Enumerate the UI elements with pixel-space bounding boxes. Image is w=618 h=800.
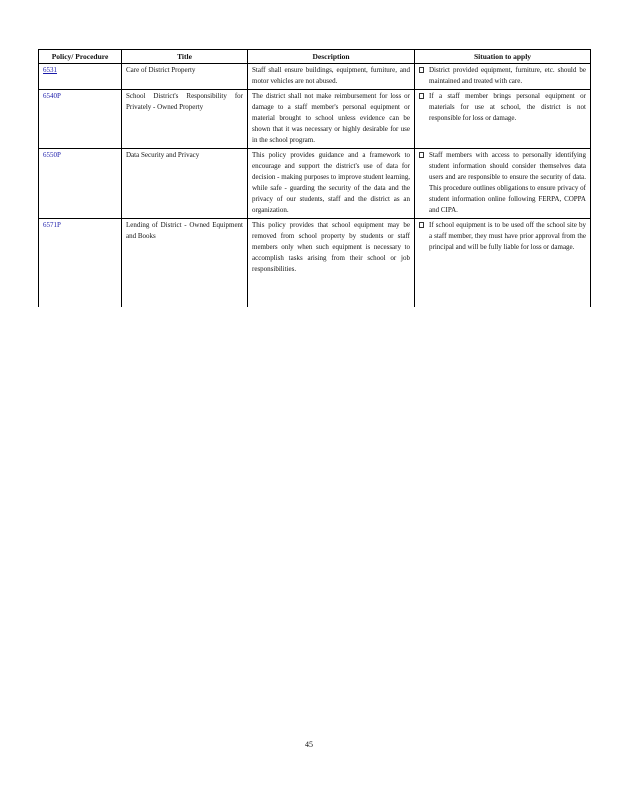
title-cell: [122, 149, 248, 219]
policy-cell: [39, 90, 122, 149]
checkbox-bullet-icon: [419, 93, 424, 99]
policy-cell: [39, 149, 122, 219]
description-cell: [248, 64, 415, 90]
situation-cell: [415, 149, 591, 219]
description-cell: [248, 149, 415, 219]
table-row: [39, 219, 591, 308]
header-description: Description: [248, 50, 415, 64]
situation-text: Staff members with access to personally identifying student information should consider themselves data users and are responsible to ensure the security of data. This procedure outlines obligations to ensure privacy of student information online following FERPA, COPPA and CIPA.: [429, 151, 586, 214]
table-row: [39, 149, 591, 219]
policy-link-6550p[interactable]: 6550P: [43, 151, 61, 159]
title-cell: [122, 90, 248, 149]
situation-text: District provided equipment, furniture, etc. should be maintained and treated with care.: [429, 66, 586, 85]
policy-description: Staff shall ensure buildings, equipment, furniture, and motor vehicles are not abused.: [252, 66, 410, 85]
policy-description: This policy provides that school equipment may be removed from school property by students or staff members only when such equipment is necessary to accomplish tasks arising from their school or job responsibilities.: [252, 221, 410, 273]
checkbox-bullet-icon: [419, 67, 424, 73]
situation-cell: [415, 64, 591, 90]
checkbox-bullet-icon: [419, 222, 424, 228]
policy-title: Data Security and Privacy: [126, 151, 200, 159]
table-header-row: [39, 50, 591, 64]
situation-bullet: [419, 220, 586, 253]
situation-bullet: [419, 65, 586, 87]
policy-link-6571p[interactable]: 6571P: [43, 221, 61, 229]
policy-table: [38, 49, 591, 307]
policy-description: The district shall not make reimbursement for loss or damage to a staff member's personal equipment or material brought to school unless evidence can be shown that it was necessary or highly desirable for use in the school program.: [252, 92, 410, 144]
description-cell: [248, 90, 415, 149]
policy-title: School District's Responsibility for Privately - Owned Property: [126, 92, 243, 111]
table-row: [39, 64, 591, 90]
policy-description: This policy provides guidance and a framework to encourage and support the district's use of data for decision - making purposes to improve student learning, while safe - guarding the security of the data and the privacy of our students, staff and the district as an organization.: [252, 151, 410, 214]
situation-text: If school equipment is to be used off the school site by a staff member, they must have prior approval from the principal and will be fully liable for loss or damage.: [429, 221, 586, 251]
policy-title: Care of District Property: [126, 66, 196, 74]
policy-title: Lending of District - Owned Equipment and Books: [126, 221, 243, 240]
situation-cell: [415, 90, 591, 149]
policy-cell: [39, 219, 122, 308]
checkbox-bullet-icon: [419, 152, 424, 158]
title-cell: [122, 64, 248, 90]
header-title: Title: [122, 50, 248, 64]
description-cell: [248, 219, 415, 308]
situation-text: If a staff member brings personal equipment or materials for use at school, the district is not responsible for loss or damage.: [429, 92, 586, 122]
page-number: 45: [305, 740, 313, 749]
policy-link-6531[interactable]: 6531: [43, 66, 57, 74]
table-row: [39, 90, 591, 149]
situation-bullet: [419, 150, 586, 216]
situation-cell: [415, 219, 591, 308]
policy-cell: [39, 64, 122, 90]
title-cell: [122, 219, 248, 308]
situation-bullet: [419, 91, 586, 124]
header-policy: Policy/ Procedure: [39, 50, 122, 64]
policy-link-6540p[interactable]: 6540P: [43, 92, 61, 100]
header-situation: Situation to apply: [415, 50, 591, 64]
